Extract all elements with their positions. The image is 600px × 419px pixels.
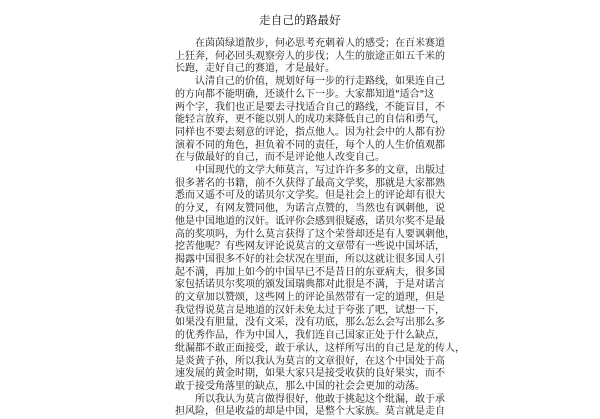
- text-line: 家包括诺贝尔奖项的颁发国瑞典都对此很是不满，于是对诺言: [175, 279, 445, 291]
- text-line: 的方向都不能明确，还谈什么下一步。大家都知道"适合"这: [175, 88, 435, 100]
- text-line: 长跑，走好自己的赛道，才是最好。: [175, 63, 335, 75]
- document-body: [175, 38, 465, 419]
- text-line: 演着不同的角色，担负着不同的责任，每个人的人生价值观都: [175, 139, 445, 151]
- text-line: 纰漏都不敢正面接受，敢于承认，这样所写出的自己是龙的传人，: [175, 342, 465, 354]
- text-line: 起不满，再加上如今的中国早已不是昔日的东亚病夫，很多国: [175, 266, 445, 278]
- text-line: 在与做最好的自己，而不是评论他人改变自己。: [175, 152, 385, 164]
- text-line: 高的奖项吗，为什么莫言获得了这个荣誉却还是有人要讽刺他，: [175, 228, 455, 240]
- text-line: 悉而又遥不可及的诺贝尔文学奖。但是社会上的评论却有很大: [175, 190, 445, 202]
- paragraph-intro: [175, 38, 445, 76]
- text-line: 能轻言放弃，更不能以别人的成功来降低自己的自信和勇气，: [175, 114, 445, 126]
- text-line: 在茵茵绿道散步，何必思考充刺着人的感受；在百米赛道: [175, 38, 445, 49]
- paragraph-conclusion: [175, 393, 445, 419]
- text-line: 我觉得说莫言是地道的汉奸未免太过于夸张了吧，试想一下，: [175, 304, 445, 316]
- text-line: 担风险，但是收益的却是中国，是整个大家族。莫言就是走自: [175, 406, 445, 418]
- text-line: 很多著名的书籍，前不久获得了最高文学奖，那就是大家都熟: [175, 177, 445, 189]
- text-line: 两个字，我们也正是要去寻找适合自己的路线，不能盲目，不: [175, 101, 445, 113]
- text-line: 所以我认为莫言做得很好，他敢于挑起这个纰漏，敢于承: [175, 393, 445, 405]
- text-line: 认清自己的价值，规划好每一步的行走路线，如果连自己: [175, 76, 445, 88]
- text-line: 的文章加以赞颂，这些网上的评论虽然带有一定的道理，但是: [175, 292, 445, 304]
- paragraph-moyan: [175, 165, 465, 394]
- text-line: 挖苦他呢？有些网友评论说莫言的文章带有一些说中国坏话，: [175, 241, 445, 253]
- text-line: 是炎黄子孙，所以我认为莫言的文章很好，在这个中国处于高: [175, 355, 445, 367]
- text-line: 的优秀作品，作为中国人，我们连自己国家正处于什么缺点，: [175, 330, 445, 342]
- text-line: 速发展的黄金时期，如果大家只是接受收获的良好果实，而不: [175, 368, 445, 380]
- text-line: 的分叉，有网友赞同他，为诺言点赞的，当然也有讽刺他，说: [175, 203, 445, 215]
- document-title: 走自己的路最好: [259, 13, 341, 27]
- text-line: 他是中国地道的汉奸。诋评你会感到很疑惑，诺贝尔奖不是最: [175, 215, 445, 227]
- text-line: 同样也不要去刻意的评论，指点他人。因为社会中的人都有扮: [175, 126, 445, 138]
- text-line: 如果没有胆量，没有文采，没有功底，那么怎么会写出那么多: [175, 317, 445, 329]
- text-line: 上狂奔，何必回头观察旁人的步伐；人生的旅途正如五千米的: [175, 50, 445, 62]
- text-line: 敢于接受角落里的缺点，那么中国的社会会更加的动荡。: [175, 380, 425, 392]
- text-line: 揭露中国很多不好的社会状况在里面，所以这就让很多国人引: [175, 253, 445, 265]
- text-line: 中国现代的文学大师莫言，写过许许多多的文章，出版过: [175, 165, 445, 177]
- paragraph-value: [175, 76, 445, 165]
